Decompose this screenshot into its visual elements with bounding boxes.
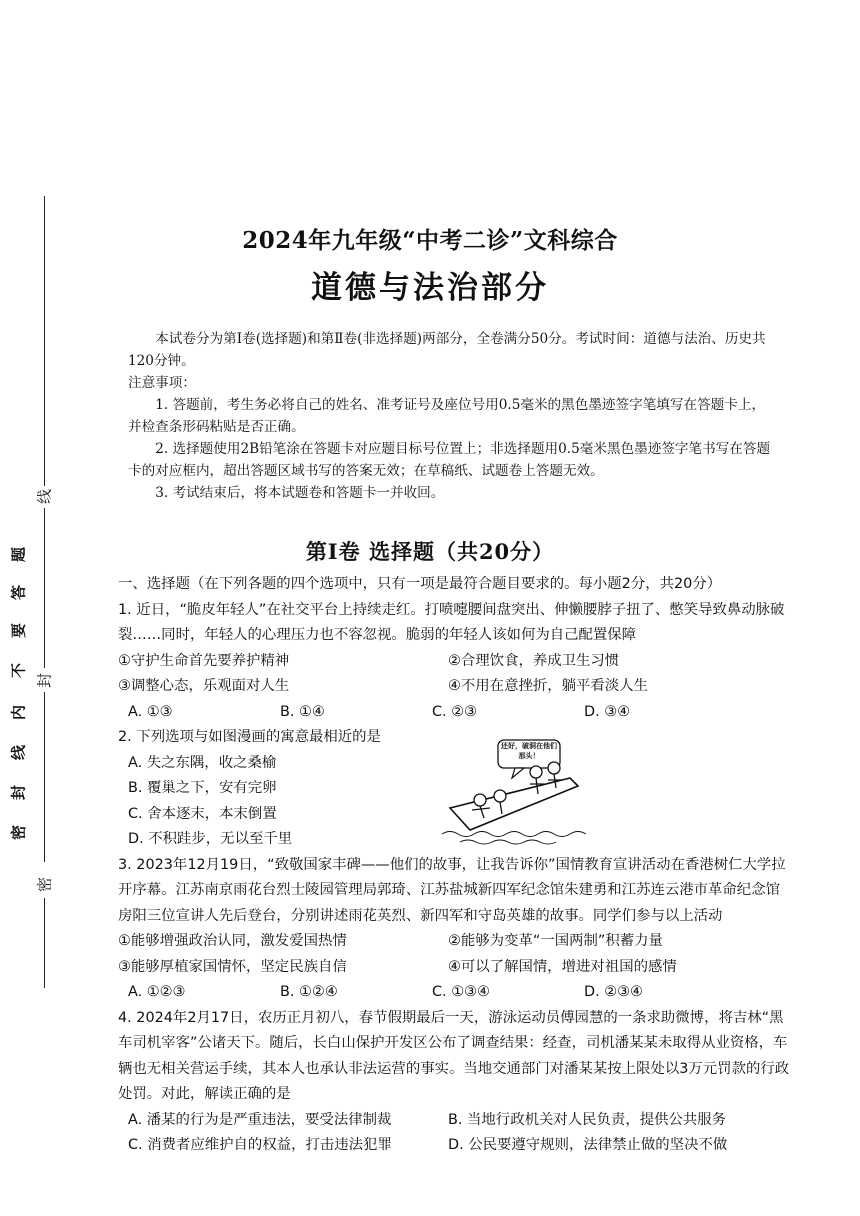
section-instruction: 一、选择题（在下列各题的四个选项中，只有一项是最符合题目要求的。每小题2分，共20分） [118, 576, 722, 592]
question-2-stem: 2. 下列选项与如图漫画的寓意最相近的是 [118, 729, 381, 745]
margin-char-da: 答 [9, 585, 28, 601]
question-1-answer-a: A. ①③ [128, 703, 173, 720]
question-1-stem: 1. 近日，“脆皮年轻人”在社交平台上持续走红。打喷嚏腰间盘突出、伸懒腰脖子扭了、憋笑导致鼻动脉破裂……同时，年轻人的心理压力也不容忽视。脆弱的年轻人该如何为自己配置保障 [118, 601, 785, 643]
exam-title: 2024年九年级“中考二诊”文科综合 [242, 227, 618, 254]
question-1-items-row-2 [118, 674, 790, 700]
margin-mark-xian: 线 [35, 489, 54, 505]
question-3-answer-d: D. ②③④ [584, 984, 643, 1000]
note-2: 2. 选择题使用2B铅笔涂在答题卡对应题目标号位置上；非选择题用0.5毫米黑色墨迹签字笔书写在答题卡的对应框内，超出答题区域书写的答案无效；在草稿纸、试题卷上答题无效。 [128, 441, 771, 479]
question-4-answers-row-2 [118, 1133, 790, 1159]
question-2-answer-a: A. 失之东隅，收之桑榆 [128, 754, 277, 771]
binding-line-mid [44, 508, 45, 668]
note-3: 3. 考试结束后，将本试题卷和答题卡一并收回。 [155, 485, 445, 501]
margin-char-xian: 线 [9, 745, 28, 761]
instructions-block [128, 328, 778, 504]
question-1-item: ①守护生命首先要养护精神 [118, 652, 290, 669]
question-1-item: ④不用在意挫折，躺平看淡人生 [448, 678, 648, 694]
notes-heading: 注意事项： [128, 375, 196, 391]
intro-paragraph: 本试卷分为第Ⅰ卷(选择题)和第Ⅱ卷(非选择题)两部分，全卷满分50分。考试时间：道德与法治、历史共120分钟。 [128, 331, 766, 369]
question-2-answer-d: D. 不积跬步，无以至千里 [128, 831, 293, 847]
margin-char-nei: 内 [9, 705, 28, 721]
question-2-answer-c: C. 舍本逐末，本末倒置 [128, 805, 277, 822]
question-4-answer-d: D. 公民要遵守规则，法律禁止做的坚决不做 [448, 1137, 728, 1153]
question-4-answer-c: C. 消费者应维护自的权益，打击违法犯罪 [128, 1137, 392, 1153]
margin-mark-mi: 密 [35, 877, 54, 893]
question-1-answer-c: C. ②③ [432, 703, 477, 720]
question-3-answers [118, 980, 790, 1006]
margin-char-bu: 不 [9, 663, 28, 679]
question-3-item: ④可以了解国情，增进对祖国的感情 [448, 958, 677, 975]
question-4-answer-b: B. 当地行政机关对人民负责，提供公共服务 [448, 1111, 727, 1128]
question-3-answer-c: C. ①③④ [432, 984, 490, 1000]
question-1-answers [118, 700, 790, 726]
boat-cartoon [440, 738, 590, 848]
question-3-stem: 3. 2023年12月19日，“致敬国家丰碑——他们的故事，让我告诉你”国情教育宣讲活动在香港树仁大学拉开序幕。江苏南京雨花台烈士陵园管理局郭琦、江苏盐城新四军纪念馆朱建勇和江苏连云港市革命纪念馆房阳三位宣讲人先后登台，分别讲述雨花英烈、新四军和守岛英雄的故事。同学们参与以上活动 [118, 856, 786, 924]
question-2-answer-b: B. 覆巢之下，安有完卵 [128, 780, 277, 796]
question-1-answer-b: B. ①④ [280, 703, 325, 720]
question-3-items-row-2 [118, 955, 790, 981]
question-3-item: ②能够为变革“一国两制”积蓄力量 [448, 933, 663, 949]
questions-block [118, 572, 790, 1159]
margin-char-yao: 要 [9, 623, 28, 639]
margin-mark-feng: 封 [35, 673, 54, 689]
question-1-item: ③调整心态，乐观面对人生 [118, 678, 290, 694]
margin-char-ti: 题 [9, 547, 28, 563]
question-3-item: ③能够厚植家国情怀，坚定民族自信 [118, 958, 347, 975]
question-3-item: ①能够增强政治认同，激发爱国热情 [118, 933, 347, 949]
margin-char-feng: 封 [9, 785, 28, 801]
question-4-answers-row-1 [118, 1108, 790, 1134]
question-1-item: ②合理饮食，养成卫生习惯 [448, 652, 620, 669]
question-4-answer-a: A. 潘某的行为是严重违法，要受法律制裁 [128, 1111, 392, 1128]
question-3-answer-b: B. ①②④ [280, 984, 338, 1000]
binding-line-low [44, 692, 45, 862]
question-1-answer-d: D. ③④ [584, 703, 631, 720]
question-4-stem: 4. 2024年2月17日，农历正月初八，春节假期最后一天，游泳运动员傅园慧的一条求助微博，将吉林“黑车司机宰客”公诸天下。随后，长白山保护开发区公布了调查结果：经查，司机潘某某未取得从业资格，车辆也无相关营运手续，其本人也承认非法运营的事实。当地交通部门对潘某某按上限处以3万元罚款的行政处罚。对此，解读正确的是 [118, 1009, 790, 1102]
question-3-items-row-1 [118, 929, 790, 955]
binding-line-bottom [44, 898, 45, 988]
question-3-answer-a: A. ①②③ [128, 984, 186, 1000]
margin-char-mi: 密 [9, 825, 28, 841]
section-title: 第Ⅰ卷 选择题（共20分） [305, 539, 555, 564]
note-1: 1. 答题前，考生务必将自己的姓名、准考证号及座位号用0.5毫米的黑色墨迹签字笔填写在答题卡上，并检查条形码粘贴是否正确。 [128, 397, 766, 435]
exam-subtitle: 道德与法治部分 [311, 270, 549, 306]
question-1-items-row-1 [118, 649, 790, 675]
cartoon-caption: 还好，破洞在他们那头！ [501, 742, 557, 760]
